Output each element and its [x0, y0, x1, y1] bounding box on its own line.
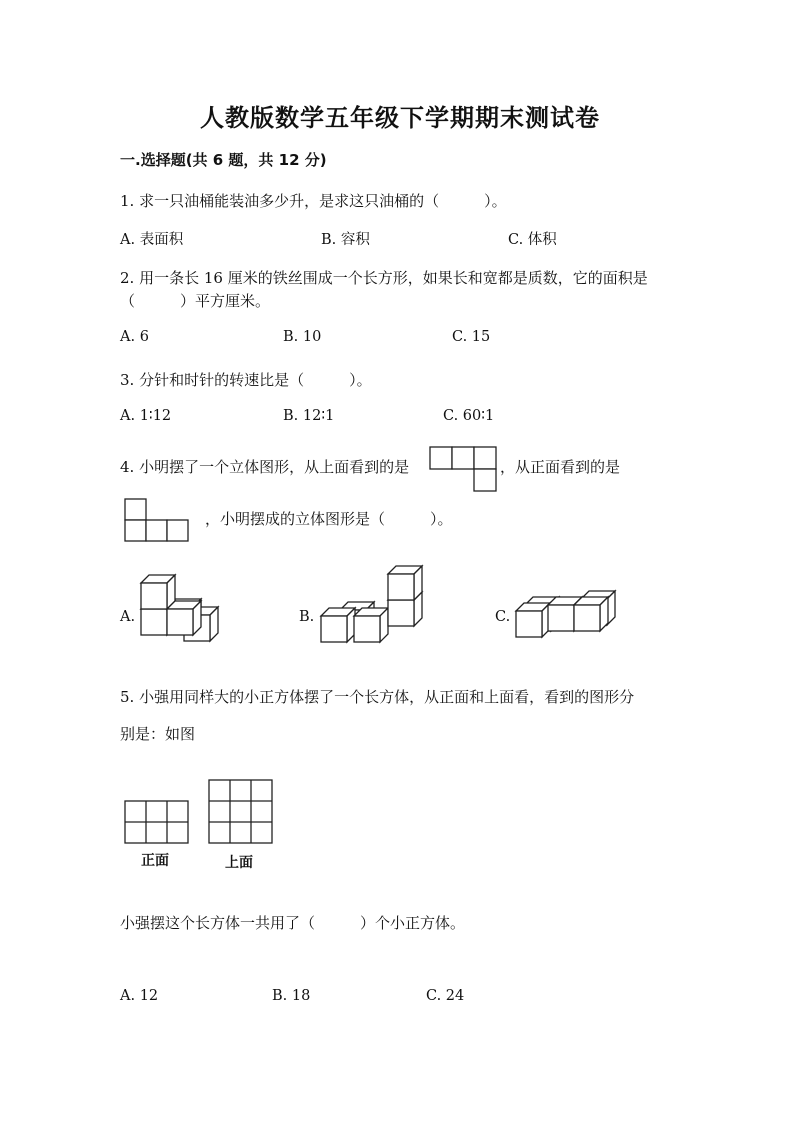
question-3-option-a[interactable]: A. 1∶12	[120, 408, 172, 424]
top-view-cell	[452, 447, 474, 469]
top-view-cell	[474, 447, 496, 469]
question-2-option-b[interactable]: B. 10	[283, 329, 322, 345]
section-heading: 一.选择题(共 6 题，共 12 分)	[120, 151, 327, 169]
top-view-cell	[430, 447, 452, 469]
question-2-option-c[interactable]: C. 15	[452, 329, 491, 345]
question-4-stem-part3: ，小明摆成的立体图形是（ ）。	[205, 510, 453, 528]
page-title: 人教版数学五年级下学期期末测试卷	[200, 103, 600, 132]
cube-front-face	[354, 616, 380, 642]
front-view-cell	[125, 499, 146, 520]
cube-front-face	[167, 609, 193, 635]
question-1-option-a[interactable]: A. 表面积	[120, 232, 184, 248]
question-5-option-b[interactable]: B. 18	[272, 988, 311, 1004]
question-4-option-b[interactable]: B.	[299, 609, 315, 625]
question-1-option-b[interactable]: B. 容积	[321, 232, 370, 248]
question-5-stem-line2: 别是：如图	[120, 725, 196, 743]
question-1-option-c[interactable]: C. 体积	[508, 232, 557, 248]
question-2-stem-line1: 2. 用一条长 16 厘米的铁丝围成一个长方形，如果长和宽都是质数，它的面积是	[120, 269, 648, 287]
cube-front-face	[321, 616, 347, 642]
question-4-stem-part2: ，从正面看到的是	[500, 458, 621, 476]
front-view-figure	[124, 498, 190, 542]
cube-front-face	[141, 609, 167, 635]
question-2-stem-line2: （ ）平方厘米。	[120, 292, 271, 310]
option-a-solid-figure	[140, 575, 230, 645]
option-c-solid-figure	[515, 591, 625, 646]
question-4-option-c[interactable]: C.	[495, 609, 511, 625]
cube-front-face	[516, 611, 542, 637]
question-5-stem-line1: 5. 小强用同样大的小正方体摆了一个长方体，从正面和上面看，看到的图形分	[120, 688, 635, 706]
question-5-option-c[interactable]: C. 24	[426, 988, 465, 1004]
front-view-caption: 正面	[141, 853, 169, 869]
cube-front-face	[388, 600, 414, 626]
top-view-cell	[474, 469, 496, 491]
question-2-option-a[interactable]: A. 6	[120, 329, 149, 345]
top-view-figure	[429, 446, 499, 494]
front-view-cell	[125, 520, 146, 541]
question-3-stem: 3. 分针和时针的转速比是（ ）。	[120, 371, 372, 389]
option-b-solid-figure	[320, 566, 430, 644]
top-view-caption: 上面	[225, 855, 253, 871]
question-3-option-b[interactable]: B. 12∶1	[283, 408, 335, 424]
question-5-option-a[interactable]: A. 12	[120, 988, 159, 1004]
question-5-stem-line3: 小强摆这个长方体一共用了（ ）个小正方体。	[120, 914, 466, 932]
cube-front-face	[388, 574, 414, 600]
question-1-stem: 1. 求一只油桶能装油多少升，是求这只油桶的（ ）。	[120, 192, 507, 210]
front-view-grid	[124, 800, 190, 844]
cube-front-face	[141, 583, 167, 609]
top-view-grid	[208, 779, 274, 845]
cube-front-face	[574, 605, 600, 631]
question-4-stem-part1: 4. 小明摆了一个立体图形，从上面看到的是	[120, 458, 410, 476]
front-view-cell	[167, 520, 188, 541]
cube-front-face	[548, 605, 574, 631]
front-view-cell	[146, 520, 167, 541]
question-4-option-a[interactable]: A.	[120, 609, 136, 625]
question-3-option-c[interactable]: C. 60∶1	[443, 408, 495, 424]
